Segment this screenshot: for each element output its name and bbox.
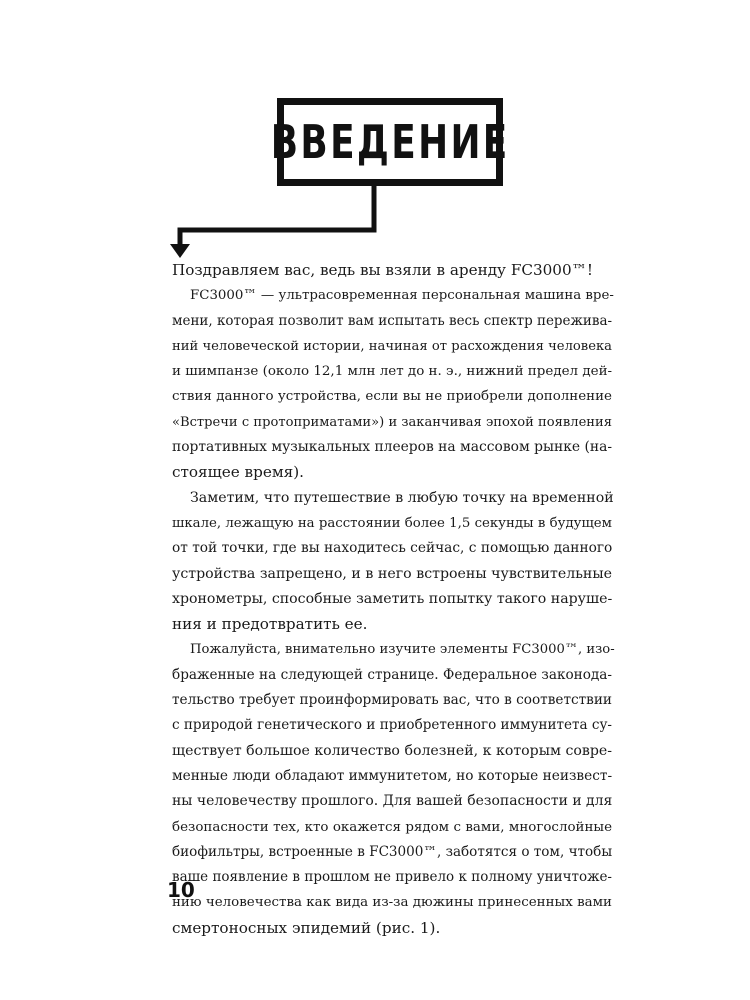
text-line: смертоносных эпидемий (рис. 1).	[172, 918, 441, 937]
text-line: устройства запрещено, и в него встроены чувствительные	[172, 565, 612, 582]
text-line: ны человечеству прошлого. Для вашей безопасности и для	[172, 793, 613, 810]
text-line: мени, которая позволит вам испытать весь спектр пережива-	[172, 312, 613, 329]
text-line: с природой генетического и приобретенного иммунитета су-	[172, 717, 612, 734]
arrow-connector-icon	[160, 186, 400, 266]
text-line: Пожалуйста, внимательно изучите элементы FC3000™, изо-	[190, 642, 615, 658]
body-text	[172, 258, 615, 941]
text-line: браженные на следующей странице. Федеральное законода-	[172, 666, 612, 683]
text-line: Заметим, что путешествие в любую точку на временной	[190, 489, 614, 506]
text-line: Поздравляем вас, ведь вы взяли в аренду FC3000™!	[172, 261, 593, 279]
text-line: ствия данного устройства, если вы не приобрели дополнение	[172, 389, 612, 405]
text-line: портативных музыкальных плееров на массовом рынке (на-	[172, 439, 612, 456]
text-line: нию человечества как вида из-за дюжины принесенных вами	[172, 895, 612, 911]
text-line: стоящее время).	[172, 463, 304, 482]
text-line: ществует большое количество болезней, к которым совре-	[172, 742, 612, 759]
text-line: безопасности тех, кто окажется рядом с вами, многослойные	[172, 819, 612, 835]
text-line: и шимпанзе (около 12,1 млн лет до н. э., нижний предел дей-	[172, 364, 613, 380]
text-line: ваше появление в прошлом не привело к полному уничтоже-	[172, 869, 612, 886]
chapter-title: ВВЕДЕНИЕ	[270, 115, 510, 169]
text-line: FC3000™ — ультрасовременная персональная машина вре-	[190, 288, 614, 304]
text-line: менные люди обладают иммунитетом, но которые неизвест-	[172, 767, 613, 784]
chapter-heading-box	[270, 98, 510, 186]
text-line: хронометры, способные заметить попытку такого наруше-	[172, 590, 613, 607]
text-line: ний человеческой истории, начиная от расхождения человека	[172, 338, 612, 354]
text-line: ния и предотвратить ее.	[172, 615, 368, 634]
text-line: биофильтры, встроенные в FC3000™, заботятся о том, чтобы	[172, 843, 613, 860]
page-number: 10	[167, 878, 195, 902]
text-line: шкале, лежащую на расстоянии более 1,5 секунды в будущем	[172, 515, 612, 531]
text-line: «Встречи с протоприматами») и заканчивая эпохой появления	[172, 414, 612, 430]
text-line: тельство требует проинформировать вас, что в соответствии	[172, 692, 612, 709]
text-line: от той точки, где вы находитесь сейчас, с помощью данного	[172, 540, 613, 557]
